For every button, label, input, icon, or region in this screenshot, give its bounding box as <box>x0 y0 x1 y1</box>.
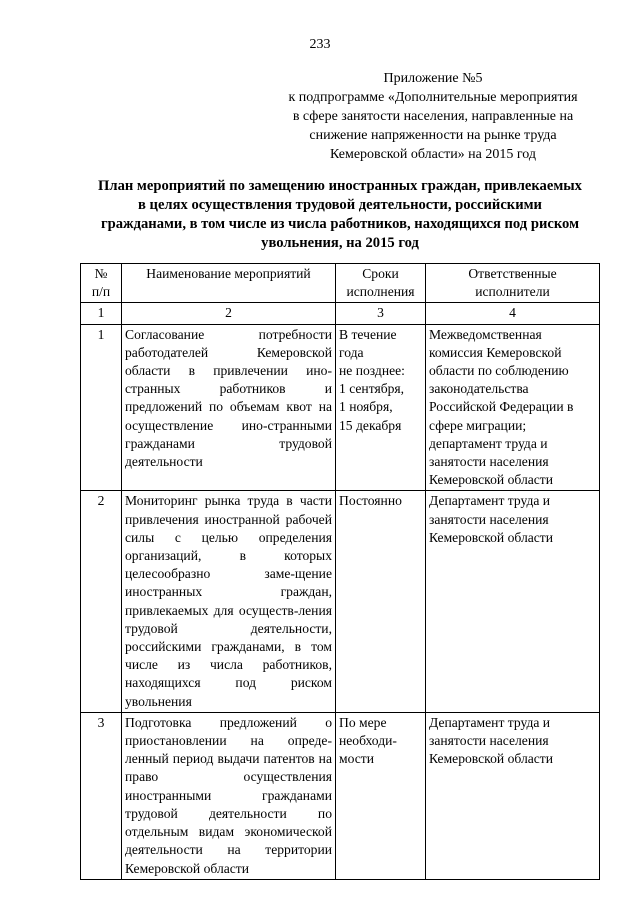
row-number: 3 <box>81 712 122 879</box>
responsible-line: занятости населения <box>429 733 549 749</box>
event-responsible <box>426 491 600 712</box>
title-line: гражданами, в том числе из числа работников, находящихся под риском <box>100 216 580 232</box>
column-number-row <box>81 303 600 324</box>
appendix-line: в сфере занятости населения, направленные на <box>292 109 574 124</box>
responsible-line: департамент труда и <box>429 435 548 451</box>
responsible-line: занятости населения <box>429 511 549 527</box>
event-term <box>336 324 426 491</box>
responsible-line: Кемеровской области <box>429 472 554 488</box>
page-number: 233 <box>309 37 331 52</box>
appendix-line: снижение напряженности на рынке труда <box>309 128 557 143</box>
event-responsible <box>426 712 600 879</box>
responsible-line: области по соблюдению <box>429 363 569 379</box>
table-header-row <box>81 264 600 303</box>
term-line: 1 сентября, <box>339 381 405 397</box>
header-term <box>336 264 426 303</box>
responsible-line: занятости населения <box>429 454 549 470</box>
responsible-line: Российской Федерации в <box>429 399 574 415</box>
table-row <box>81 324 600 491</box>
column-number: 1 <box>81 303 122 324</box>
header-text: Сроки <box>362 266 399 281</box>
header-text: п/п <box>91 284 111 300</box>
table-row <box>81 712 600 879</box>
term-line: мости <box>339 751 374 767</box>
appendix-line: к подпрограмме «Дополнительные мероприятия <box>288 90 578 105</box>
header-text: исполнения <box>346 284 415 300</box>
responsible-line: комиссия Кемеровской <box>429 344 562 360</box>
event-name: Согласование потребности работодателей Кемеровской области в привлечении ино-странных работников и предложений по объемам квот на осуществление ино-странными гражданами трудовой деятельности <box>122 324 336 491</box>
event-responsible <box>426 324 600 491</box>
term-line: года <box>339 344 364 360</box>
responsible-line: Кемеровской области <box>429 529 554 545</box>
responsible-line: Департамент труда и <box>429 493 551 509</box>
header-resp <box>426 264 600 303</box>
event-term <box>336 712 426 879</box>
term-line: необходи- <box>339 733 397 749</box>
term-line: В течение <box>339 326 397 342</box>
appendix-heading <box>268 69 598 164</box>
title-line: План мероприятий по замещению иностранных граждан, привлекаемых <box>98 178 582 194</box>
responsible-line: сфере миграции; <box>429 417 527 433</box>
responsible-line: Департамент труда и <box>429 714 551 730</box>
event-name: Подготовка предложений о приостановлении на опреде-ленный период выдачи патентов на право осуществления иностранными гражданами трудовой деятельности по отдельным видам экономической деятельности на территории Кемеровской области <box>122 712 336 879</box>
table-row <box>81 491 600 712</box>
header-text: Наименование мероприятий <box>146 266 311 281</box>
appendix-line: Кемеровской области» на 2015 год <box>329 147 537 162</box>
term-line: 1 ноября, <box>339 399 393 415</box>
column-number: 4 <box>426 303 600 324</box>
term-line: 15 декабря <box>339 417 402 433</box>
column-number: 2 <box>122 303 336 324</box>
header-text: исполнители <box>475 284 550 300</box>
column-number: 3 <box>336 303 426 324</box>
plan-table <box>80 263 600 880</box>
title-line: увольнения, на 2015 год <box>261 235 419 251</box>
header-text: № <box>94 266 108 281</box>
event-term <box>336 491 426 712</box>
header-name <box>122 264 336 303</box>
term-line: не позднее: <box>339 363 405 379</box>
header-text: Ответственные <box>468 266 557 281</box>
event-name: Мониторинг рынка труда в части привлечения иностранной рабочей силы с целью определения организаций, в которых целесообразно заме-щение иностранных граждан, привлекаемых для осуществ-ления трудовой деятельности, российскими гражданами, в том числе из числа работников, находящихся под риском увольнения <box>122 491 336 712</box>
header-num <box>81 264 122 303</box>
responsible-line: законодательства <box>429 381 529 397</box>
term-line: По мере <box>339 714 387 730</box>
row-number: 2 <box>81 491 122 712</box>
appendix-line: Приложение №5 <box>383 71 483 86</box>
document-title <box>80 177 600 253</box>
responsible-line: Межведомственная <box>429 326 542 342</box>
title-line: в целях осуществления трудовой деятельности, российскими <box>138 197 542 213</box>
term-line: Постоянно <box>339 493 402 509</box>
responsible-line: Кемеровской области <box>429 751 554 767</box>
row-number: 1 <box>81 324 122 491</box>
